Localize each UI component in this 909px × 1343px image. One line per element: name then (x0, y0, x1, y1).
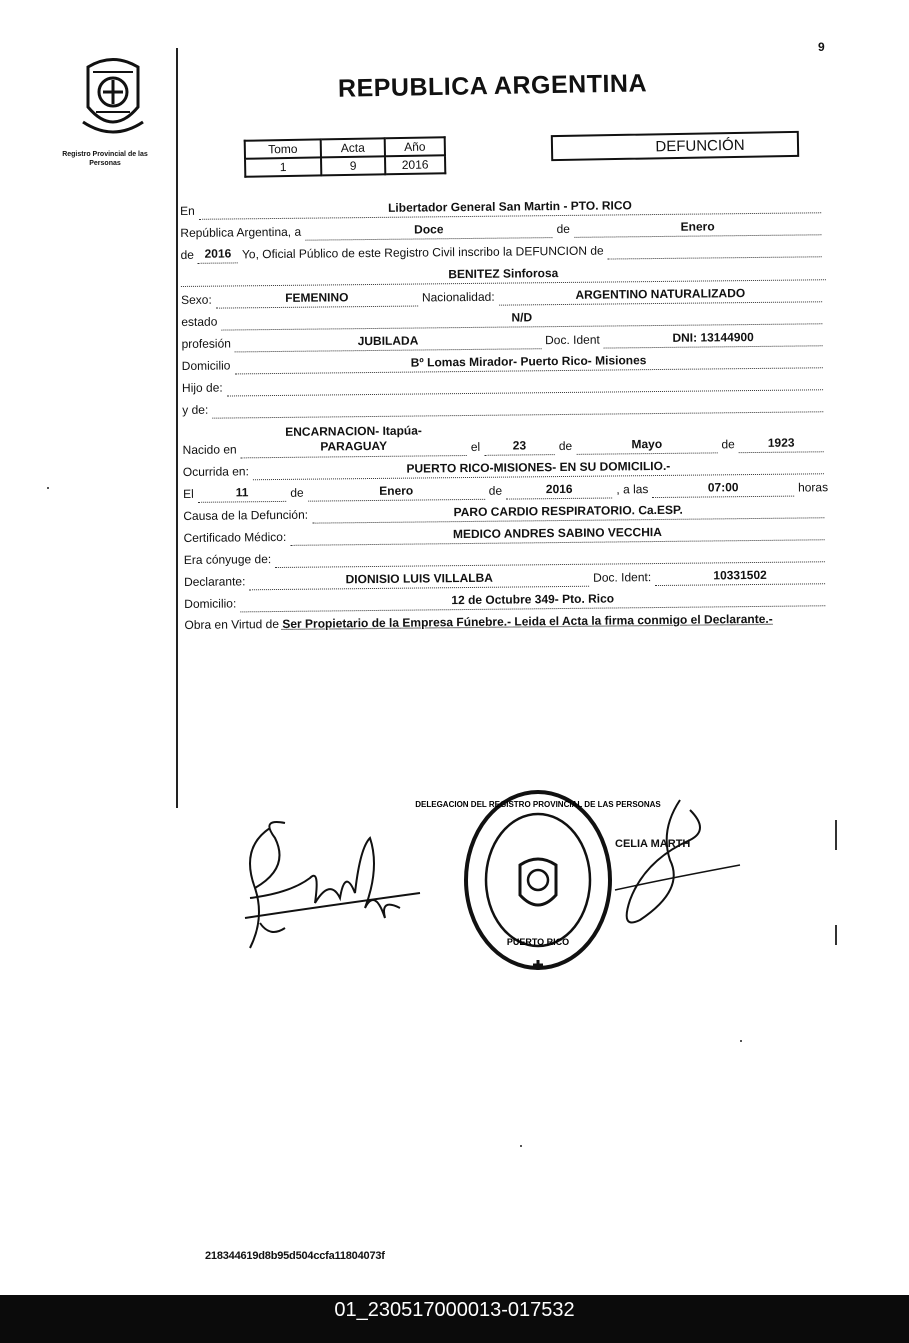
causa-value: PARO CARDIO RESPIRATORIO. Ca.ESP. (312, 501, 824, 523)
scan-id: 01_230517000013-017532 (334, 1299, 575, 1321)
month-value: Enero (574, 218, 822, 238)
certificado-label: Certificado Médico: (183, 529, 287, 545)
de-label: de (721, 437, 735, 452)
tomo-value: 1 (245, 157, 321, 176)
seal-bottom-text: PUERTO RICO (506, 937, 570, 947)
conyuge-label: Era cónyuge de: (183, 552, 272, 567)
el-label: el (470, 439, 481, 454)
nacido-value (240, 423, 466, 458)
sexo-label: Sexo: (180, 292, 212, 307)
profesion-value: JUBILADA (235, 332, 541, 352)
record-type-box (551, 131, 799, 161)
domicilio2-value: 12 de Octubre 349- Pto. Rico (240, 589, 825, 612)
coat-of-arms-icon (78, 52, 148, 142)
death-month: Enero (308, 483, 485, 502)
doc2-value: 10331502 (655, 567, 825, 586)
obra-value: Ser Propietario de la Empresa Fúnebre.- Leida el Acta la firma conmigo el Declarante.- (282, 611, 773, 631)
birth-day: 23 (484, 438, 555, 456)
day-value: Doce (305, 221, 553, 241)
anio-label: Año (385, 137, 445, 156)
doc2-label: Doc. Ident: (593, 570, 652, 585)
declarant-signature (230, 808, 430, 968)
page-number: 9 (818, 40, 825, 54)
de-label: de (180, 247, 195, 262)
doc-value: DNI: 13144900 (604, 329, 823, 348)
de-label: de (488, 483, 503, 498)
sexo-value: FEMENINO (216, 290, 418, 309)
declarante-label: Declarante: (183, 574, 246, 589)
ocurrida-label: Ocurrida en: (182, 464, 249, 479)
nacionalidad-value: ARGENTINO NATURALIZADO (499, 285, 823, 305)
el-label: El (183, 486, 194, 501)
obra-text (184, 610, 829, 633)
yde-label: y de: (182, 402, 209, 417)
nacido-label: Nacido en (182, 442, 237, 457)
inscribe-text: Yo, Oficial Público de este Registro Civil inscribo la DEFUNCION de (241, 243, 604, 262)
de-label: de (556, 221, 570, 237)
republica-label: República Argentina, a (180, 224, 302, 240)
tomo-label: Tomo (245, 139, 321, 158)
anio-value: 2016 (385, 155, 445, 174)
alas-label: , a las (616, 482, 649, 497)
hijo-label: Hijo de: (181, 380, 223, 395)
estado-value: N/D (221, 307, 822, 330)
de-label: de (290, 485, 304, 500)
en-label: En (180, 203, 195, 218)
de-label: de (558, 438, 573, 454)
scan-id-bar (0, 1295, 909, 1343)
seal-text: DELEGACION DEL REGISTRO PROVINCIAL DE LAS PERSONAS (415, 800, 661, 809)
domicilio-value: Bº Lomas Mirador- Puerto Rico- Misiones (234, 351, 822, 374)
register-table (244, 136, 447, 178)
place-value: Libertador General San Martin - PTO. RICO (199, 196, 821, 220)
ocurrida-value: PUERTO RICO-MISIONES- EN SU DOMICILIO.- (253, 457, 824, 480)
official-name: CELIA MARTH (615, 838, 691, 850)
birth-year: 1923 (739, 435, 824, 453)
margin-rule (176, 48, 178, 808)
horas-label: horas (797, 480, 829, 495)
birth-month: Mayo (576, 436, 717, 454)
profesion-label: profesión (181, 336, 231, 351)
year-value: 2016 (198, 246, 238, 263)
birthplace-line1: ENCARNACION- Itapúa- (285, 423, 422, 439)
domicilio-label: Domicilio (181, 358, 231, 373)
document-title: REPUBLICA ARGENTINA (337, 69, 648, 103)
obra-prefix: Obra en Virtud de (184, 616, 280, 632)
document-hash: 218344619d8b95d504ccfa11804073f (205, 1250, 385, 1262)
death-record-form (180, 191, 830, 633)
death-day: 11 (198, 485, 287, 503)
death-year: 2016 (506, 481, 612, 499)
acta-label: Acta (321, 138, 385, 157)
deceased-name: BENITEZ Sinforosa (448, 266, 559, 282)
row-nacido (182, 412, 827, 459)
official-signature (600, 790, 760, 950)
emblem-caption: Registro Provincial de las Personas (62, 151, 148, 167)
doc-label: Doc. Ident (545, 332, 600, 348)
nacionalidad-label: Nacionalidad: (421, 289, 495, 305)
certificado-value: MEDICO ANDRES SABINO VECCHIA (290, 523, 824, 546)
acta-value: 9 (321, 156, 385, 175)
estado-label: estado (181, 314, 218, 329)
birthplace-line2: PARAGUAY (320, 438, 388, 454)
record-type: DEFUNCIÓN (655, 136, 745, 155)
death-time: 07:00 (652, 480, 794, 498)
causa-label: Causa de la Defunción: (183, 507, 309, 523)
declarante-value: DIONISIO LUIS VILLALBA (249, 570, 589, 591)
domicilio2-label: Domicilio: (184, 596, 237, 611)
